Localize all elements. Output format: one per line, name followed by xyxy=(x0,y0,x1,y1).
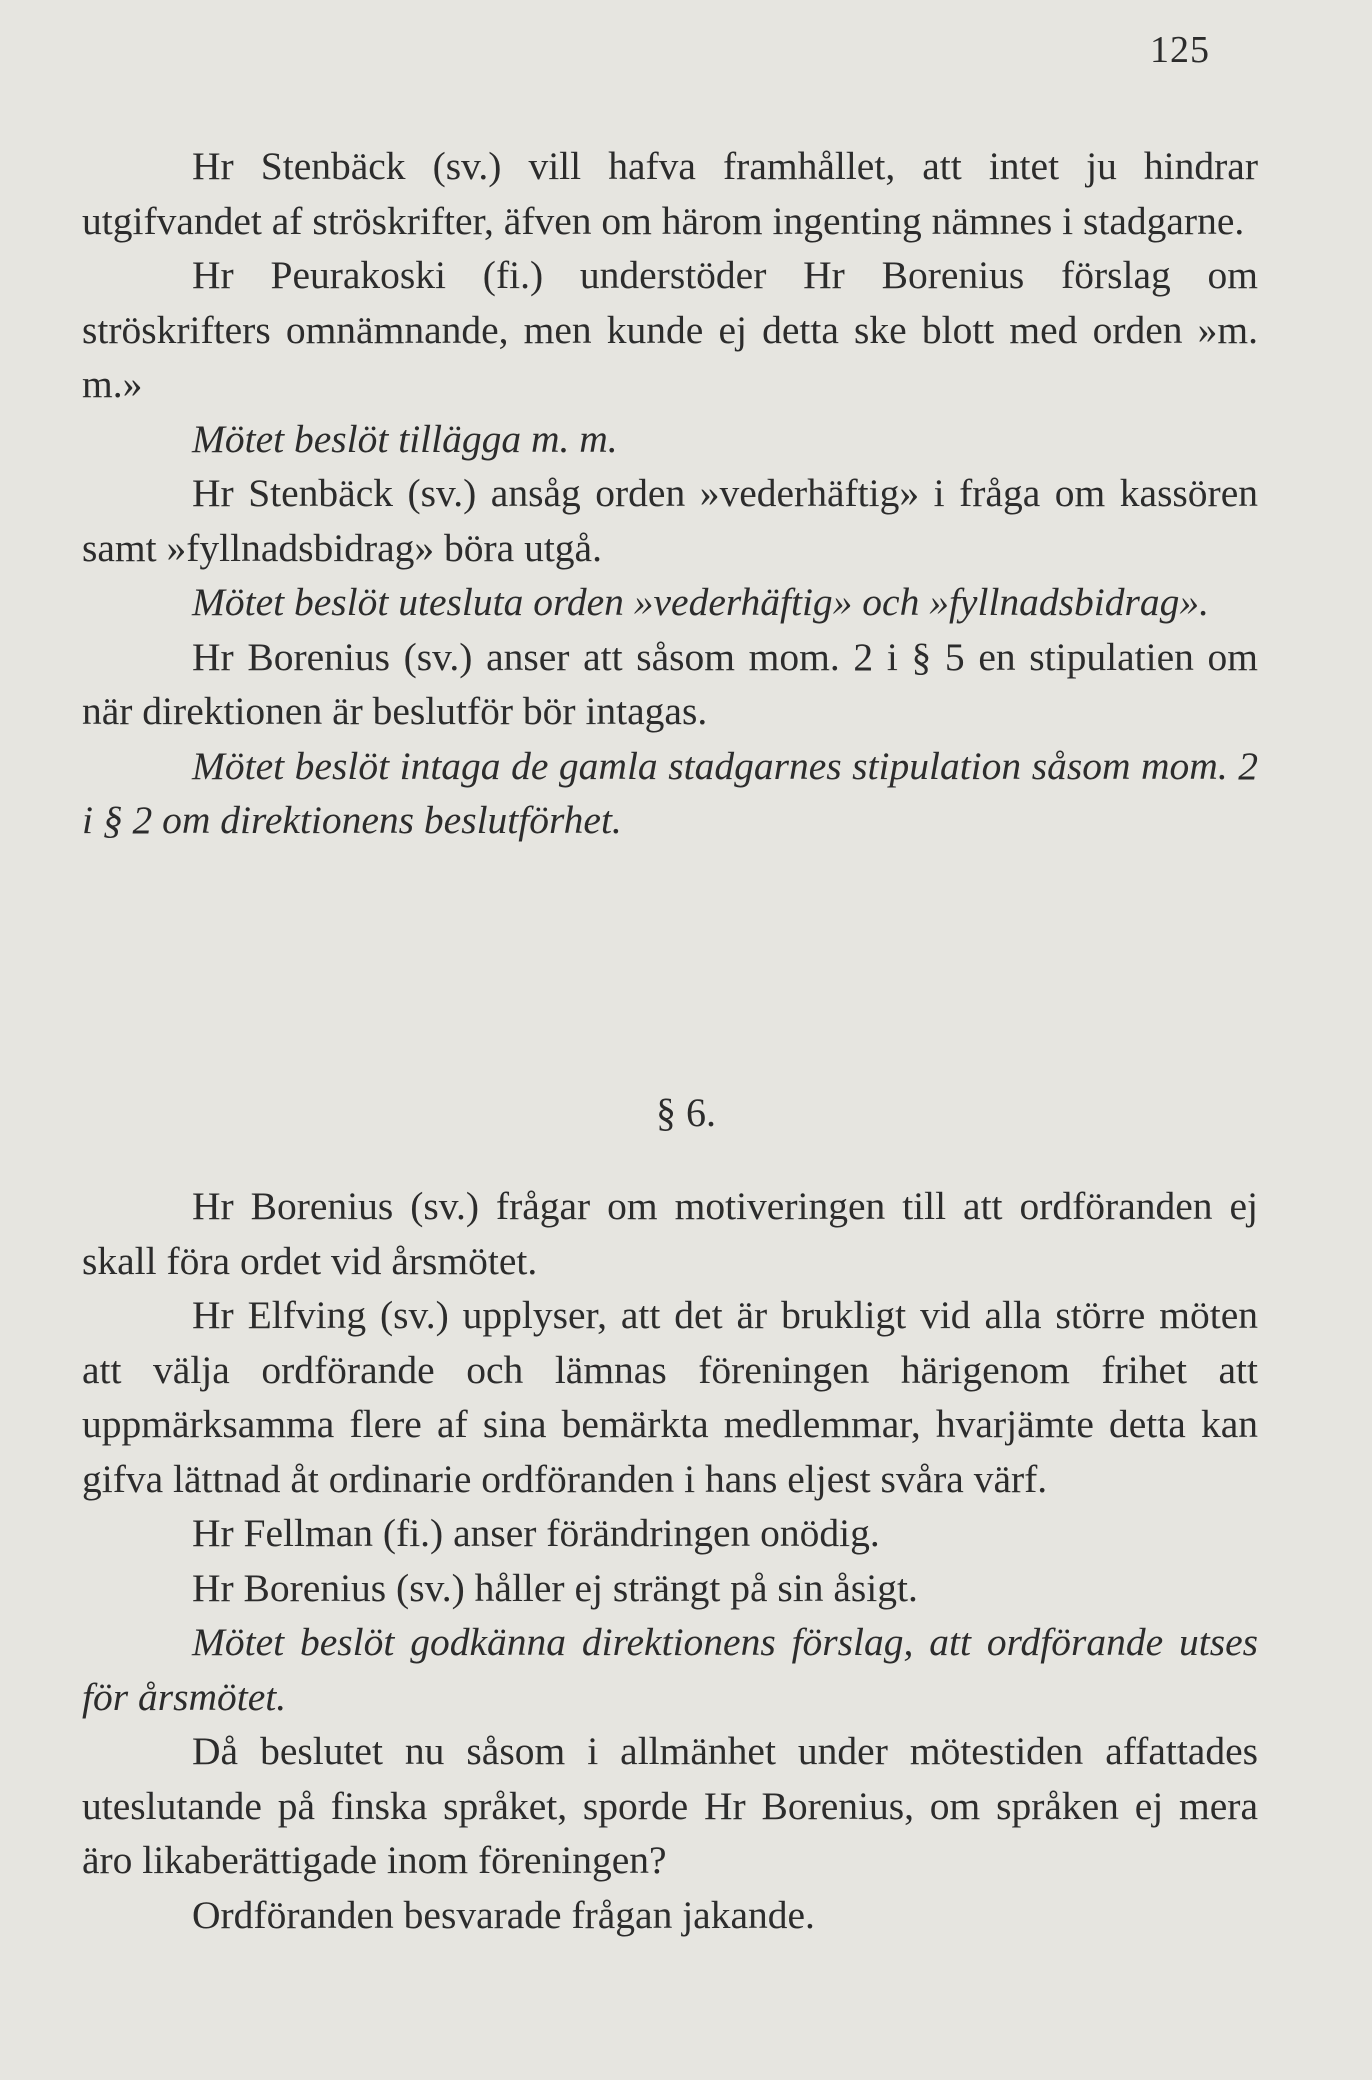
paragraph-borenius-2: Hr Borenius (sv.) frågar om motiveringen till att ordföranden ej skall föra ordet vid årsmötet. xyxy=(82,1184,1258,1283)
section-1-text xyxy=(82,139,1258,848)
resolution-intaga: Mötet beslöt intaga de gamla stadgarnes stipulation såsom mom. 2 i § 2 om direktionens beslutförhet. xyxy=(82,743,1258,842)
paragraph-language-question: Då beslutet nu såsom i allmänhet under mötestiden affattades uteslutande på finska språket, sporde Hr Borenius, om språken ej mera äro likaberättigade inom föreningen? xyxy=(82,1729,1258,1882)
paragraph-borenius-3: Hr Borenius (sv.) håller ej strängt på sin åsigt. xyxy=(192,1565,918,1610)
paragraph-chairman-answer: Ordföranden besvarade frågan jakande. xyxy=(192,1892,815,1937)
paragraph-fellman: Hr Fellman (fi.) anser förändringen onödig. xyxy=(192,1511,880,1555)
resolution-godkanna: Mötet beslöt godkänna direktionens förslag, att ordförande utses för årsmötet. xyxy=(82,1620,1258,1719)
section-2-text xyxy=(82,1179,1258,1942)
resolution-utesluta: Mötet beslöt utesluta orden »vederhäftig» och »fyllnadsbidrag». xyxy=(192,580,1210,624)
paragraph-stenback-1: Hr Stenbäck (sv.) vill hafva framhållet, att intet ju hindrar utgifvandet af ströskrifter, äfven om härom ingenting nämnes i stadgarne. xyxy=(82,144,1258,243)
paragraph-peurakoski: Hr Peurakoski (fi.) understöder Hr Borenius förslag om ströskrifters omnämnande, men kunde ej detta ske blott med orden »m. m.» xyxy=(82,253,1258,406)
section-heading: § 6. xyxy=(656,1090,716,1135)
resolution-tillagga: Mötet beslöt tillägga m. m. xyxy=(192,416,618,461)
paragraph-stenback-2: Hr Stenbäck (sv.) ansåg orden »vederhäftig» i fråga om kassören samt »fyllnadsbidrag» böra utgå. xyxy=(82,471,1258,570)
paragraph-borenius-1: Hr Borenius (sv.) anser att såsom mom. 2 i § 5 en stipulatien om när direktionen är beslutför bör intagas. xyxy=(82,634,1258,733)
paragraph-elfving: Hr Elfving (sv.) upplyser, att det är brukligt vid alla större möten att välja ordförande och lämnas föreningen härigenom frihet att uppmärksamma flere af sina bemärkta medlemmar, hvarjämte detta kan gifva lättnad åt ordinarie ordföranden i hans eljest svåra värf. xyxy=(82,1293,1258,1501)
page-number: 125 xyxy=(1150,29,1210,71)
